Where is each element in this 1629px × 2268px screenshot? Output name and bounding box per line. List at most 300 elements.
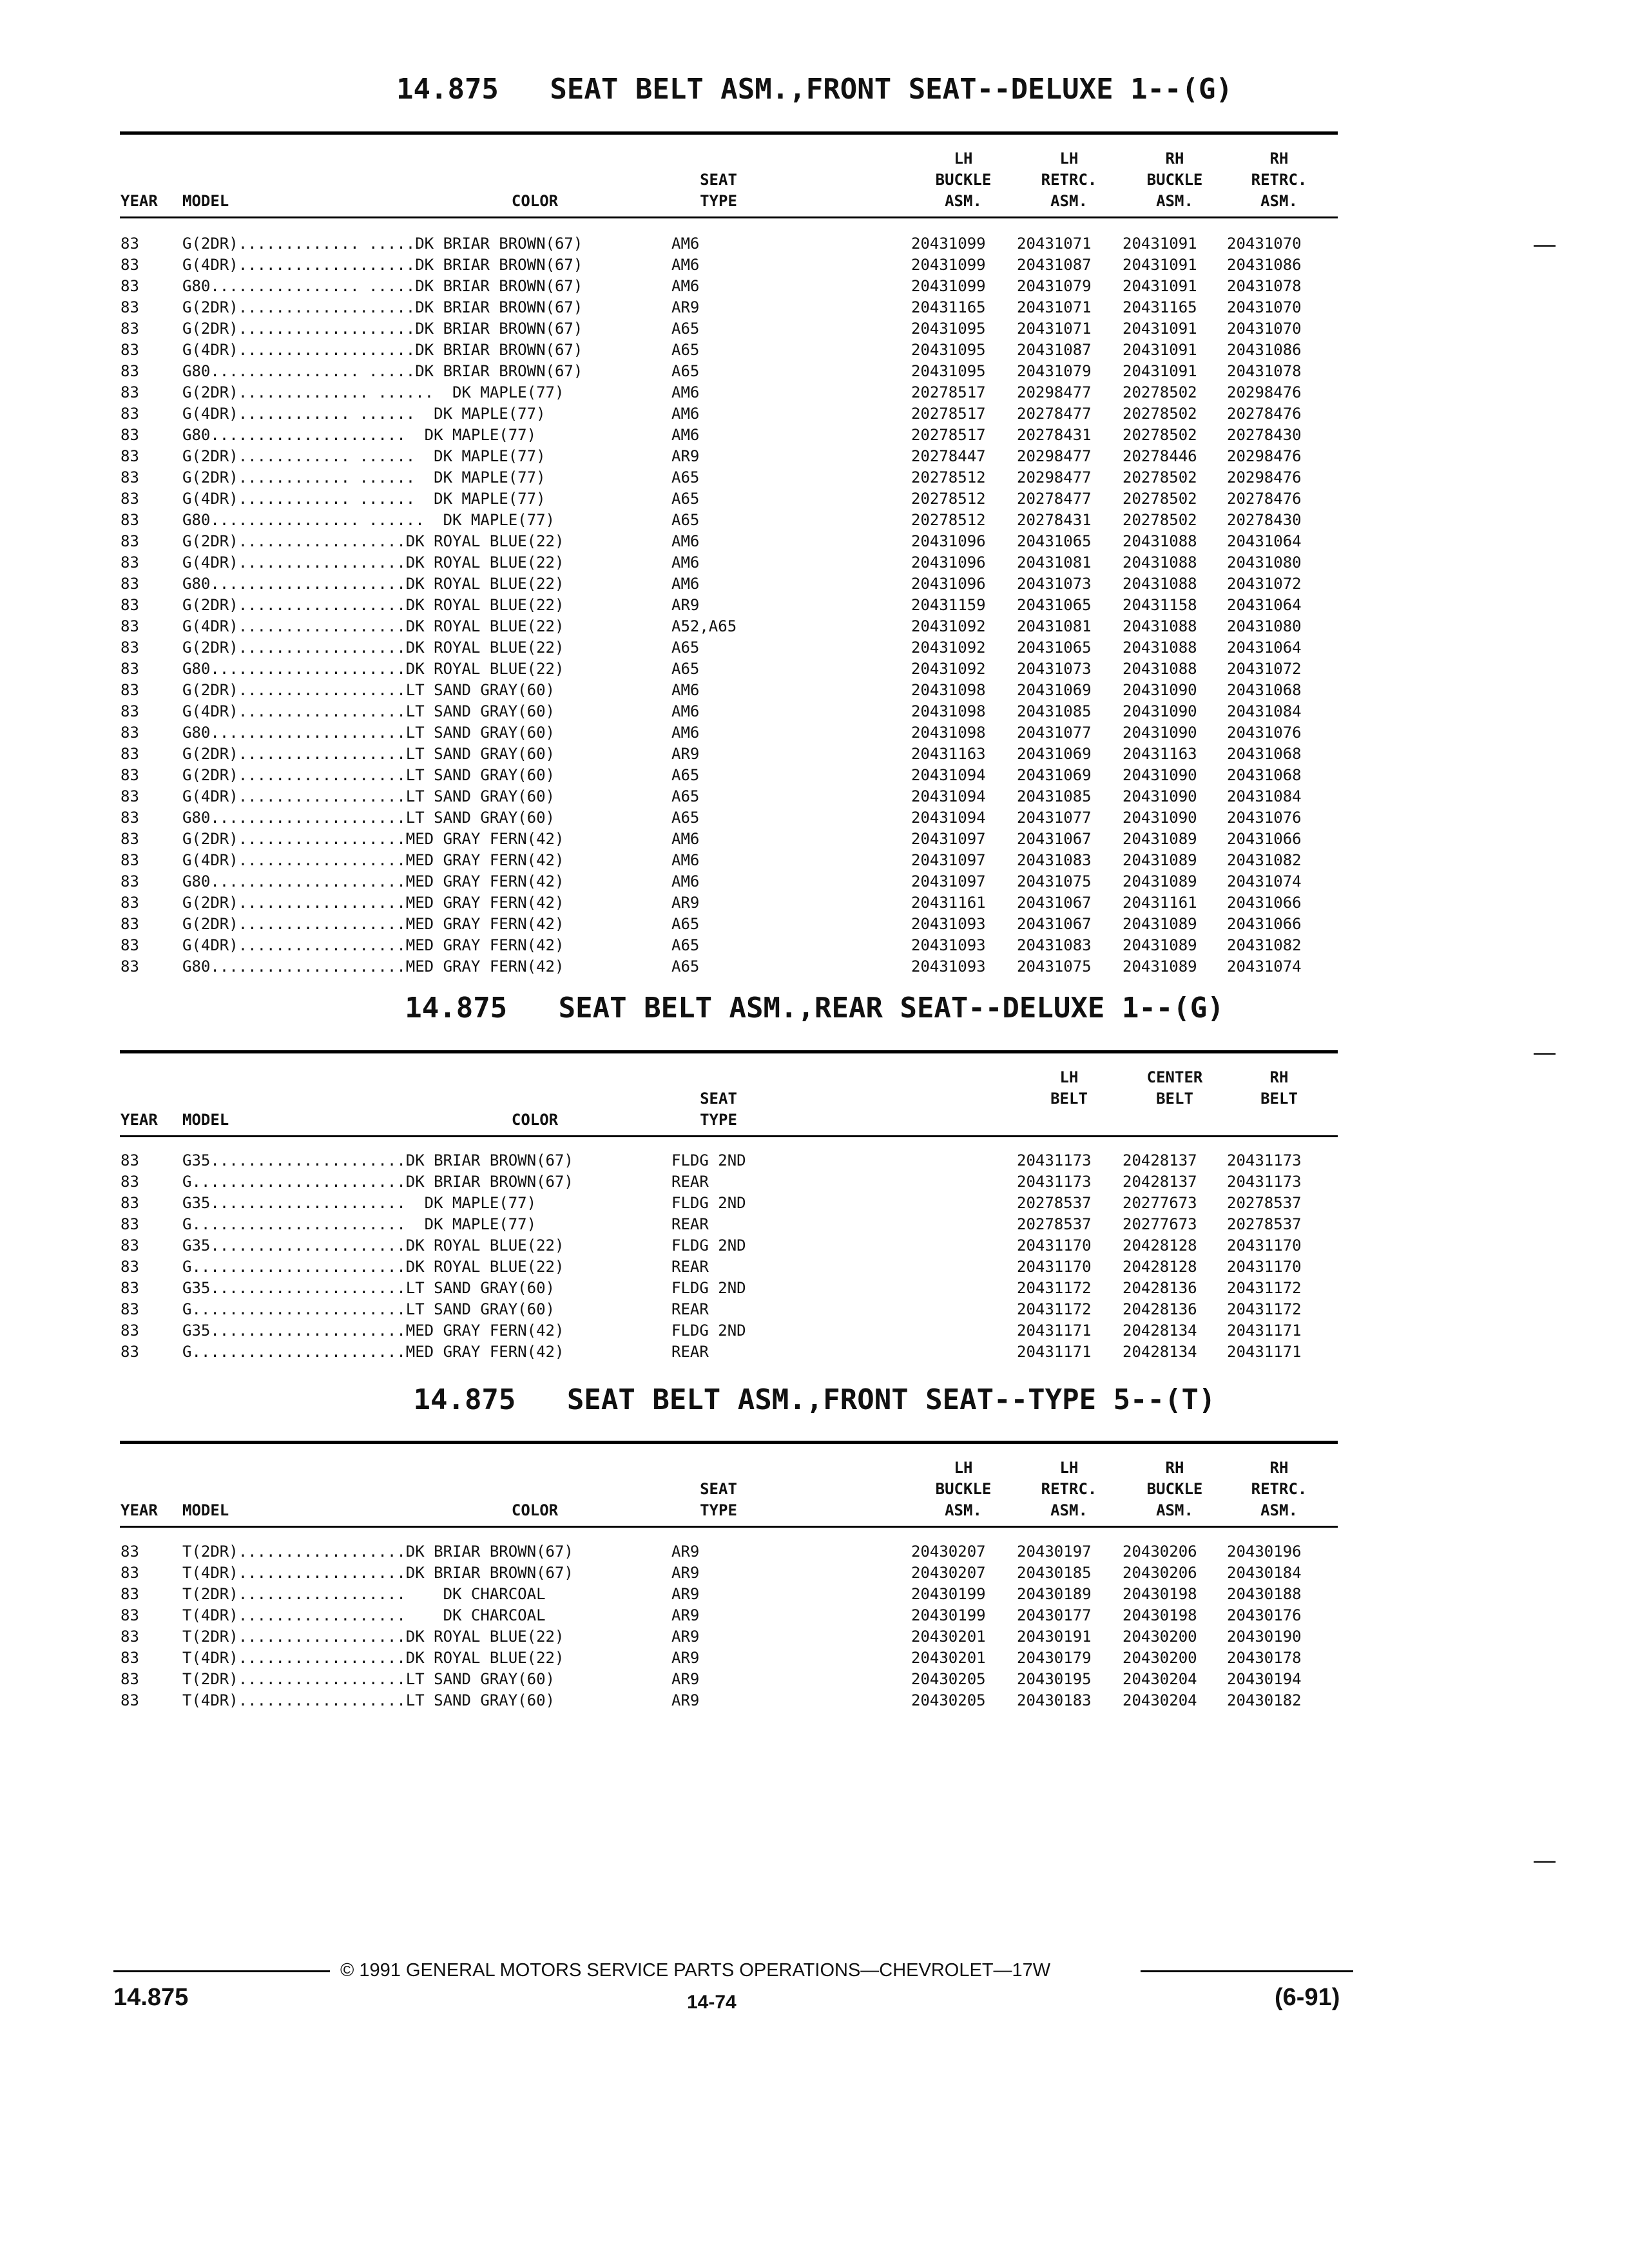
row-part-3: 20430206: [1123, 1542, 1197, 1561]
row-year: 83: [120, 766, 139, 784]
row-part-2: 20278431: [1017, 511, 1092, 529]
row-part-1: 20431099: [911, 256, 986, 274]
row-part-4: 20278537: [1227, 1194, 1302, 1212]
row-model-color: G(2DR)..................DK ROYAL BLUE(22): [182, 596, 564, 614]
table-row: [0, 276, 1629, 297]
row-part-4: 20430182: [1227, 1691, 1302, 1709]
row-seat-type: FLDG 2ND: [671, 1151, 746, 1169]
row-model-color: G(4DR)............ ...... DK MAPLE(77): [182, 405, 546, 423]
row-part-3: 20431090: [1123, 681, 1197, 699]
row-part-4: 20431173: [1227, 1173, 1302, 1191]
row-model-color: G80.....................MED GRAY FERN(42): [182, 872, 564, 890]
row-part-2: 20431087: [1017, 256, 1092, 274]
row-part-1: 20278517: [911, 405, 986, 423]
table-row: [0, 616, 1629, 637]
row-part-4: 20278430: [1227, 426, 1302, 444]
row-part-2: 20278537: [1017, 1194, 1092, 1212]
table-row: [0, 361, 1629, 382]
row-model-color: G(2DR)..................LT SAND GRAY(60): [182, 745, 555, 763]
row-part-3: 20430204: [1123, 1691, 1197, 1709]
table-row: [0, 1648, 1629, 1669]
table-row: [0, 637, 1629, 658]
row-part-2: 20431077: [1017, 724, 1092, 742]
row-year: 83: [120, 426, 139, 444]
row-part-1: 20278447: [911, 447, 986, 465]
row-seat-type: AR9: [671, 1542, 700, 1561]
row-part-2: 20431065: [1017, 596, 1092, 614]
table-row: [0, 1150, 1629, 1171]
row-part-4: 20430184: [1227, 1564, 1302, 1582]
row-part-1: 20431099: [911, 235, 986, 253]
row-part-1: 20430205: [911, 1691, 986, 1709]
row-part-1: 20431161: [911, 894, 986, 912]
row-model-color: G80................ ...... DK MAPLE(77): [182, 511, 555, 529]
row-part-2: 20431067: [1017, 915, 1092, 933]
row-model-color: G35.....................MED GRAY FERN(42): [182, 1321, 564, 1340]
row-part-4: 20431076: [1227, 809, 1302, 827]
row-part-3: 20430200: [1123, 1628, 1197, 1646]
row-part-2: 20430185: [1017, 1564, 1092, 1582]
row-part-3: 20431091: [1123, 235, 1197, 253]
row-seat-type: AR9: [671, 894, 700, 912]
footer-page-number: 14-74: [687, 1992, 737, 2013]
row-model-color: G(4DR)...................DK BRIAR BROWN(67): [182, 256, 583, 274]
row-part-4: 20278537: [1227, 1215, 1302, 1233]
row-seat-type: AR9: [671, 1691, 700, 1709]
row-year: 83: [120, 511, 139, 529]
row-year: 83: [120, 830, 139, 848]
row-part-2: 20430195: [1017, 1670, 1092, 1688]
header-color: COLOR: [511, 1111, 559, 1129]
row-part-1: 20431092: [911, 617, 986, 635]
row-model-color: G(2DR)..................MED GRAY FERN(42): [182, 830, 564, 848]
row-part-4: 20430196: [1227, 1542, 1302, 1561]
row-part-1: 20431094: [911, 809, 986, 827]
table-row: [0, 871, 1629, 892]
table-row: [0, 1541, 1629, 1562]
table-row: [0, 1320, 1629, 1341]
row-year: 83: [120, 1215, 139, 1233]
row-part-3: 20428134: [1123, 1321, 1197, 1340]
row-part-1: 20431098: [911, 702, 986, 720]
row-part-3: 20428128: [1123, 1236, 1197, 1254]
row-year: 83: [120, 681, 139, 699]
row-model-color: G(2DR).............. ...... DK MAPLE(77): [182, 383, 564, 401]
row-year: 83: [120, 1670, 139, 1688]
row-part-4: 20431171: [1227, 1343, 1302, 1361]
row-seat-type: FLDG 2ND: [671, 1194, 746, 1212]
row-part-4: 20431070: [1227, 320, 1302, 338]
row-year: 83: [120, 872, 139, 890]
header-lh-belt: LH BELT: [1050, 1068, 1088, 1108]
row-year: 83: [120, 596, 139, 614]
row-part-3: 20278502: [1123, 405, 1197, 423]
row-part-2: 20430191: [1017, 1628, 1092, 1646]
row-year: 83: [120, 553, 139, 572]
row-year: 83: [120, 1343, 139, 1361]
row-part-4: 20278476: [1227, 405, 1302, 423]
table-row: [0, 744, 1629, 765]
row-seat-type: REAR: [671, 1343, 709, 1361]
row-year: 83: [120, 1691, 139, 1709]
header-lh-retractor: LH RETRC. ASM.: [1041, 1459, 1097, 1519]
table-row: [0, 446, 1629, 467]
section-2-rows: [0, 1150, 1629, 1363]
row-part-2: 20431075: [1017, 872, 1092, 890]
table-row: [0, 680, 1629, 701]
row-year: 83: [120, 1173, 139, 1191]
row-part-4: 20431066: [1227, 915, 1302, 933]
row-year: 83: [120, 809, 139, 827]
table-row: [0, 765, 1629, 786]
header-year: YEAR: [120, 1501, 158, 1519]
row-part-4: 20431064: [1227, 532, 1302, 550]
row-part-4: 20431066: [1227, 894, 1302, 912]
row-model-color: G.......................DK BRIAR BROWN(67): [182, 1173, 574, 1191]
header-model: MODEL: [182, 1111, 229, 1129]
header-center-belt: CENTER BELT: [1146, 1068, 1203, 1108]
table-row: [0, 318, 1629, 340]
row-part-2: 20431079: [1017, 277, 1092, 295]
table-row: [0, 1235, 1629, 1256]
row-seat-type: AM6: [671, 383, 700, 401]
row-model-color: G80.....................MED GRAY FERN(42): [182, 957, 564, 975]
section-3-header-rule: [120, 1526, 1338, 1528]
row-part-4: 20431076: [1227, 724, 1302, 742]
row-part-4: 20430178: [1227, 1649, 1302, 1667]
header-year: YEAR: [120, 192, 158, 210]
row-part-4: 20431068: [1227, 745, 1302, 763]
header-lh-buckle: LH BUCKLE ASM.: [935, 1459, 992, 1519]
table-row: [0, 1690, 1629, 1711]
row-part-3: 20431091: [1123, 277, 1197, 295]
row-part-4: 20431084: [1227, 787, 1302, 805]
margin-mark: [1534, 1861, 1556, 1863]
table-row: [0, 914, 1629, 935]
row-part-3: 20431158: [1123, 596, 1197, 614]
row-part-2: 20431073: [1017, 660, 1092, 678]
row-model-color: T(4DR)..................DK BRIAR BROWN(67): [182, 1564, 574, 1582]
table-row: [0, 531, 1629, 552]
row-part-1: 20431093: [911, 957, 986, 975]
row-part-4: 20431170: [1227, 1258, 1302, 1276]
row-part-1: 20430199: [911, 1606, 986, 1624]
row-seat-type: AM6: [671, 405, 700, 423]
row-part-4: 20431080: [1227, 553, 1302, 572]
table-row: [0, 829, 1629, 850]
row-part-3: 20278502: [1123, 426, 1197, 444]
row-part-2: 20278431: [1017, 426, 1092, 444]
row-seat-type: A65: [671, 468, 700, 486]
row-year: 83: [120, 745, 139, 763]
table-row: [0, 1214, 1629, 1235]
section-2-title: 14.875 SEAT BELT ASM.,REAR SEAT--DELUXE 1--(G): [405, 992, 1224, 1024]
header-model: MODEL: [182, 192, 229, 210]
row-part-4: 20431074: [1227, 957, 1302, 975]
row-part-2: 20430183: [1017, 1691, 1092, 1709]
row-part-3: 20277673: [1123, 1194, 1197, 1212]
row-part-1: 20430207: [911, 1542, 986, 1561]
row-part-1: 20430205: [911, 1670, 986, 1688]
section-1-header-rule: [120, 216, 1338, 218]
row-model-color: G.......................MED GRAY FERN(42): [182, 1343, 564, 1361]
table-row: [0, 850, 1629, 871]
row-seat-type: A65: [671, 320, 700, 338]
row-part-2: 20430197: [1017, 1542, 1092, 1561]
row-seat-type: A65: [671, 809, 700, 827]
row-part-1: 20430207: [911, 1564, 986, 1582]
row-part-3: 20431091: [1123, 320, 1197, 338]
row-seat-type: AM6: [671, 553, 700, 572]
row-year: 83: [120, 383, 139, 401]
row-year: 83: [120, 851, 139, 869]
row-part-2: 20431170: [1017, 1236, 1092, 1254]
row-part-2: 20431079: [1017, 362, 1092, 380]
table-row: [0, 807, 1629, 829]
table-row: [0, 1341, 1629, 1363]
row-part-2: 20431170: [1017, 1258, 1092, 1276]
row-year: 83: [120, 702, 139, 720]
row-part-3: 20431088: [1123, 575, 1197, 593]
row-part-3: 20431090: [1123, 787, 1197, 805]
row-part-2: 20431081: [1017, 617, 1092, 635]
table-row: [0, 297, 1629, 318]
row-part-4: 20431072: [1227, 660, 1302, 678]
row-part-3: 20277673: [1123, 1215, 1197, 1233]
table-row: [0, 488, 1629, 510]
row-seat-type: AR9: [671, 1606, 700, 1624]
row-part-4: 20430190: [1227, 1628, 1302, 1646]
row-part-2: 20431171: [1017, 1321, 1092, 1340]
row-part-1: 20431097: [911, 830, 986, 848]
row-year: 83: [120, 1300, 139, 1318]
table-row: [0, 701, 1629, 722]
row-year: 83: [120, 639, 139, 657]
row-year: 83: [120, 235, 139, 253]
footer-copyright: © 1991 GENERAL MOTORS SERVICE PARTS OPERATIONS—CHEVROLET—17W: [340, 1960, 1051, 1981]
row-year: 83: [120, 1258, 139, 1276]
row-part-2: 20431065: [1017, 639, 1092, 657]
row-seat-type: A65: [671, 341, 700, 359]
row-part-3: 20431089: [1123, 915, 1197, 933]
row-part-1: 20431094: [911, 766, 986, 784]
table-row: [0, 1171, 1629, 1193]
table-row: [0, 467, 1629, 488]
row-part-2: 20278537: [1017, 1215, 1092, 1233]
row-model-color: G(2DR)..................DK ROYAL BLUE(22): [182, 532, 564, 550]
row-part-3: 20428137: [1123, 1173, 1197, 1191]
row-model-color: T(2DR).................. DK CHARCOAL: [182, 1585, 546, 1603]
row-part-2: 20431067: [1017, 894, 1092, 912]
row-part-4: 20278476: [1227, 490, 1302, 508]
row-part-3: 20431165: [1123, 298, 1197, 316]
header-lh-retractor: LH RETRC. ASM.: [1041, 149, 1097, 210]
row-part-4: 20431064: [1227, 596, 1302, 614]
footer-rule-left: [113, 1970, 330, 1972]
row-seat-type: AR9: [671, 298, 700, 316]
row-part-4: 20431080: [1227, 617, 1302, 635]
row-part-2: 20430179: [1017, 1649, 1092, 1667]
row-part-3: 20428136: [1123, 1300, 1197, 1318]
row-seat-type: AM6: [671, 575, 700, 593]
row-seat-type: AM6: [671, 724, 700, 742]
row-year: 83: [120, 1194, 139, 1212]
row-part-1: 20278512: [911, 511, 986, 529]
row-model-color: T(4DR)..................DK ROYAL BLUE(22): [182, 1649, 564, 1667]
row-model-color: G35.....................DK ROYAL BLUE(22): [182, 1236, 564, 1254]
row-part-4: 20431171: [1227, 1321, 1302, 1340]
row-part-2: 20431069: [1017, 745, 1092, 763]
header-rh-retractor: RH RETRC. ASM.: [1251, 149, 1307, 210]
row-model-color: G80.....................DK ROYAL BLUE(22): [182, 660, 564, 678]
row-part-4: 20430188: [1227, 1585, 1302, 1603]
row-year: 83: [120, 468, 139, 486]
row-part-4: 20431078: [1227, 362, 1302, 380]
row-part-1: 20430199: [911, 1585, 986, 1603]
row-part-4: 20278430: [1227, 511, 1302, 529]
row-part-3: 20431088: [1123, 532, 1197, 550]
row-part-4: 20431078: [1227, 277, 1302, 295]
row-model-color: G80.....................LT SAND GRAY(60): [182, 724, 555, 742]
row-seat-type: AR9: [671, 745, 700, 763]
row-year: 83: [120, 936, 139, 954]
row-model-color: G.......................DK ROYAL BLUE(22): [182, 1258, 564, 1276]
row-part-3: 20428128: [1123, 1258, 1197, 1276]
row-seat-type: REAR: [671, 1258, 709, 1276]
row-part-3: 20431091: [1123, 362, 1197, 380]
row-part-4: 20298476: [1227, 383, 1302, 401]
row-seat-type: AM6: [671, 702, 700, 720]
section-3-rows: [0, 1541, 1629, 1711]
header-seat-type: SEAT TYPE: [700, 1480, 737, 1519]
row-model-color: G(4DR)............ ...... DK MAPLE(77): [182, 490, 546, 508]
row-year: 83: [120, 362, 139, 380]
table-row: [0, 403, 1629, 425]
row-part-1: 20431095: [911, 341, 986, 359]
row-part-1: 20431165: [911, 298, 986, 316]
row-seat-type: A65: [671, 766, 700, 784]
row-part-3: 20431091: [1123, 341, 1197, 359]
table-row: [0, 425, 1629, 446]
row-part-1: 20431095: [911, 362, 986, 380]
table-row: [0, 552, 1629, 573]
row-year: 83: [120, 277, 139, 295]
table-row: [0, 1605, 1629, 1626]
table-row: [0, 786, 1629, 807]
row-model-color: T(2DR)..................DK ROYAL BLUE(22): [182, 1628, 564, 1646]
table-row: [0, 956, 1629, 977]
table-row: [0, 935, 1629, 956]
row-part-1: 20431159: [911, 596, 986, 614]
row-seat-type: A65: [671, 936, 700, 954]
row-model-color: G....................... DK MAPLE(77): [182, 1215, 537, 1233]
row-part-2: 20298477: [1017, 383, 1092, 401]
row-model-color: G.......................LT SAND GRAY(60): [182, 1300, 555, 1318]
row-part-2: 20431081: [1017, 553, 1092, 572]
header-color: COLOR: [511, 192, 559, 210]
row-part-1: 20431099: [911, 277, 986, 295]
row-part-3: 20431088: [1123, 617, 1197, 635]
table-row: [0, 233, 1629, 255]
row-year: 83: [120, 490, 139, 508]
row-year: 83: [120, 1564, 139, 1582]
row-part-2: 20431069: [1017, 681, 1092, 699]
row-year: 83: [120, 341, 139, 359]
row-part-4: 20431072: [1227, 575, 1302, 593]
row-model-color: G(2DR)...................DK BRIAR BROWN(67): [182, 298, 583, 316]
row-seat-type: FLDG 2ND: [671, 1279, 746, 1297]
header-color: COLOR: [511, 1501, 559, 1519]
row-seat-type: FLDG 2ND: [671, 1236, 746, 1254]
row-year: 83: [120, 1606, 139, 1624]
row-part-4: 20431082: [1227, 936, 1302, 954]
row-part-3: 20431091: [1123, 256, 1197, 274]
footer-section-number: 14.875: [113, 1984, 189, 2011]
row-part-1: 20431092: [911, 660, 986, 678]
row-year: 83: [120, 320, 139, 338]
row-year: 83: [120, 915, 139, 933]
row-part-4: 20298476: [1227, 447, 1302, 465]
row-seat-type: AR9: [671, 447, 700, 465]
header-rh-buckle: RH BUCKLE ASM.: [1146, 149, 1203, 210]
row-part-1: 20431092: [911, 639, 986, 657]
row-seat-type: AR9: [671, 596, 700, 614]
row-model-color: T(4DR)..................LT SAND GRAY(60): [182, 1691, 555, 1709]
row-part-2: 20431173: [1017, 1151, 1092, 1169]
row-model-color: G(4DR)...................DK BRIAR BROWN(67): [182, 341, 583, 359]
row-part-2: 20431077: [1017, 809, 1092, 827]
section-3-title: 14.875 SEAT BELT ASM.,FRONT SEAT--TYPE 5--(T): [413, 1383, 1216, 1416]
row-part-1: 20431096: [911, 575, 986, 593]
row-part-1: 20430201: [911, 1628, 986, 1646]
row-part-3: 20431163: [1123, 745, 1197, 763]
table-row: [0, 1562, 1629, 1584]
row-part-2: 20431069: [1017, 766, 1092, 784]
table-row: [0, 595, 1629, 616]
row-model-color: T(4DR).................. DK CHARCOAL: [182, 1606, 546, 1624]
row-model-color: T(2DR)..................DK BRIAR BROWN(67): [182, 1542, 574, 1561]
table-row: [0, 1584, 1629, 1605]
row-part-4: 20431066: [1227, 830, 1302, 848]
header-rh-buckle: RH BUCKLE ASM.: [1146, 1459, 1203, 1519]
row-seat-type: FLDG 2ND: [671, 1321, 746, 1340]
row-part-2: 20431083: [1017, 936, 1092, 954]
row-part-3: 20431089: [1123, 830, 1197, 848]
row-part-3: 20430200: [1123, 1649, 1197, 1667]
row-part-1: 20278512: [911, 490, 986, 508]
row-seat-type: A65: [671, 787, 700, 805]
row-part-2: 20278477: [1017, 405, 1092, 423]
row-seat-type: AR9: [671, 1585, 700, 1603]
row-part-1: 20431096: [911, 553, 986, 572]
row-part-3: 20430204: [1123, 1670, 1197, 1688]
row-part-2: 20431075: [1017, 957, 1092, 975]
table-row: [0, 1193, 1629, 1214]
row-year: 83: [120, 1628, 139, 1646]
row-part-4: 20431170: [1227, 1236, 1302, 1254]
row-seat-type: AM6: [671, 426, 700, 444]
row-part-4: 20431068: [1227, 681, 1302, 699]
row-seat-type: REAR: [671, 1300, 709, 1318]
row-year: 83: [120, 447, 139, 465]
row-part-2: 20431172: [1017, 1300, 1092, 1318]
margin-mark: [1534, 1053, 1556, 1055]
row-seat-type: A65: [671, 639, 700, 657]
row-part-4: 20431074: [1227, 872, 1302, 890]
row-part-2: 20430189: [1017, 1585, 1092, 1603]
row-part-2: 20431071: [1017, 298, 1092, 316]
row-part-3: 20431090: [1123, 702, 1197, 720]
